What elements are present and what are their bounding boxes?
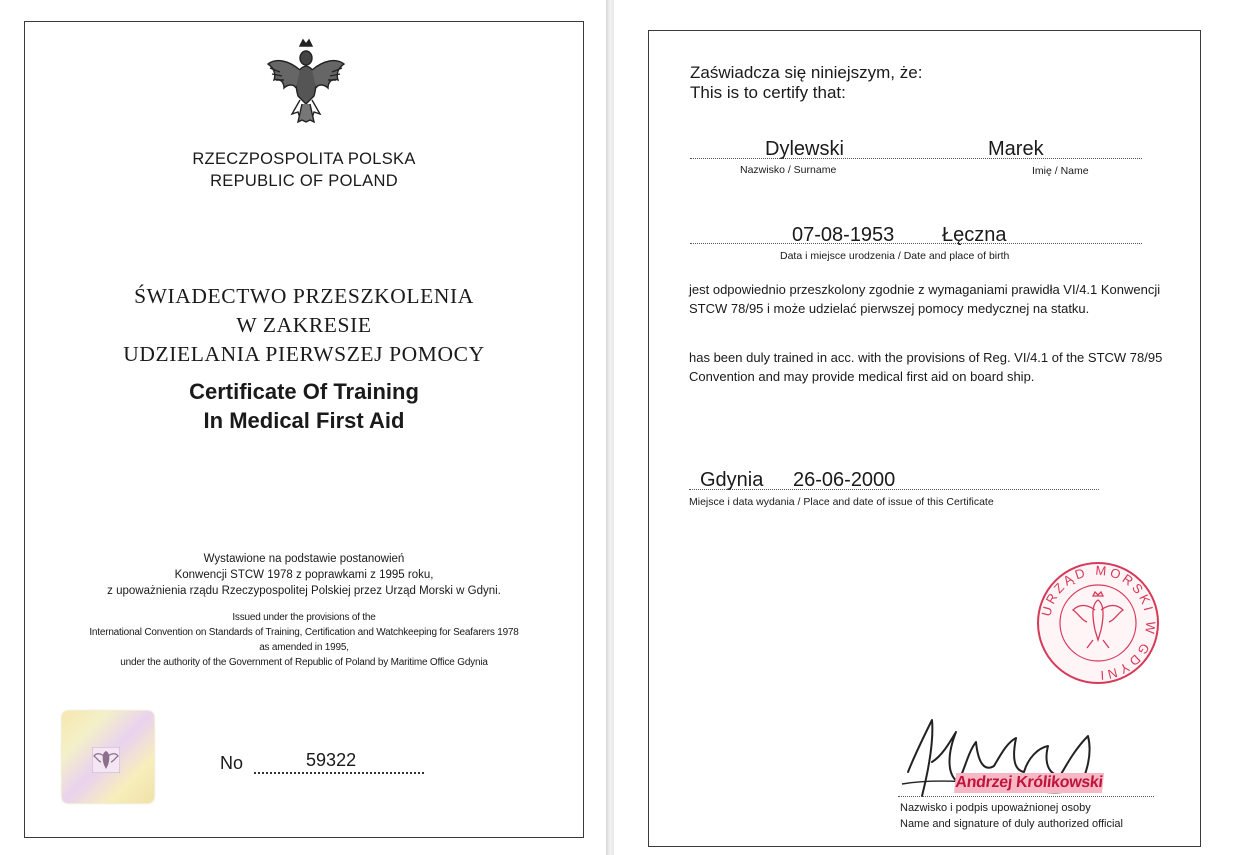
issued-en-line-1: Issued under the provisions of the bbox=[232, 612, 376, 623]
training-statement-en: has been duly trained in acc. with the provisions of Reg. VI/4.1 of the STCW 78/95 Convention and may provide medical first aid on board ship. bbox=[689, 350, 1163, 384]
republic-heading bbox=[0, 148, 608, 192]
issued-en-line-2: International Convention on Standards of Training, Certification and Watchkeeping for Seafarers 1978 bbox=[89, 627, 519, 638]
number-value: 59322 bbox=[306, 750, 357, 770]
left-page bbox=[0, 0, 608, 855]
issued-under-en bbox=[0, 610, 608, 670]
republic-name-en: REPUBLIC OF POLAND bbox=[210, 172, 398, 190]
birth-dotted-line bbox=[690, 243, 1142, 244]
title-en-line-1: Certificate Of Training bbox=[189, 379, 419, 404]
birth-place-value: Łęczna bbox=[942, 224, 1007, 246]
name-value: Marek bbox=[988, 138, 1044, 160]
title-en-line-2: In Medical First Aid bbox=[203, 408, 405, 433]
signature-caption bbox=[900, 800, 1123, 832]
certificate-number bbox=[220, 752, 424, 774]
stamp-text: URZĄD MORSKI W GDYNI bbox=[1038, 562, 1159, 684]
issued-pl-line-1: Wystawione na podstawie postanowień bbox=[203, 553, 405, 565]
certify-pl: Zaświadcza się niniejszym, że: bbox=[690, 63, 923, 82]
surname-value: Dylewski bbox=[765, 138, 844, 160]
certificate-title-pl bbox=[0, 282, 608, 369]
signature-dotted-line bbox=[898, 796, 1154, 797]
signature-caption-en: Name and signature of duly authorized official bbox=[900, 818, 1123, 830]
title-pl-line-3: UDZIELANIA PIERWSZEJ POMOCY bbox=[123, 342, 485, 366]
republic-name-pl: RZECZPOSPOLITA POLSKA bbox=[192, 150, 416, 168]
training-statement-pl: jest odpowiednio przeszkolony zgodnie z wymaganiami prawidła VI/4.1 Konwencji STCW 78/95 i może udzielać pierwszej pomocy medycznej na statku. bbox=[689, 282, 1161, 316]
title-pl-line-2: W ZAKRESIE bbox=[236, 313, 372, 337]
birth-caption: Data i miejsce urodzenia / Date and place of birth bbox=[780, 250, 1010, 262]
certify-heading bbox=[690, 63, 922, 103]
maritime-office-stamp bbox=[1035, 560, 1161, 686]
name-caption: Imię / Name bbox=[1032, 165, 1089, 177]
title-pl-line-1: ŚWIADECTWO PRZESZKOLENIA bbox=[134, 284, 474, 308]
issued-pl-line-2: Konwencji STCW 1978 z poprawkami z 1995 roku, bbox=[174, 569, 434, 581]
issued-en-line-4: under the authority of the Government of Republic of Poland by Maritime Office Gdynia bbox=[120, 657, 488, 668]
certify-en: This is to certify that: bbox=[690, 83, 846, 102]
hologram-eagle-icon bbox=[92, 747, 120, 773]
number-dotted-line bbox=[254, 752, 424, 774]
birth-date-value: 07-08-1953 bbox=[792, 224, 895, 246]
issued-en-line-3: as amended in 1995, bbox=[259, 642, 349, 653]
number-label: No bbox=[220, 753, 244, 773]
issue-place-value: Gdynia bbox=[700, 469, 764, 491]
issue-date-value: 26-06-2000 bbox=[793, 469, 896, 491]
issue-caption: Miejsce i data wydania / Place and date of issue of this Certificate bbox=[689, 496, 994, 508]
certificate-title-en bbox=[0, 377, 608, 435]
surname-caption: Nazwisko / Surname bbox=[740, 164, 837, 176]
signature-caption-pl: Nazwisko i podpis upoważnionej osoby bbox=[900, 802, 1091, 814]
issued-under-pl bbox=[0, 551, 608, 599]
issued-pl-line-3: z upoważnienia rządu Rzeczypospolitej Polskiej przez Urząd Morski w Gdyni. bbox=[107, 585, 501, 597]
hologram-sticker bbox=[62, 711, 154, 803]
signatory-name-stamp: Andrzej Królikowski bbox=[954, 774, 1104, 791]
name-dotted-line bbox=[690, 158, 1142, 159]
polish-eagle-emblem bbox=[266, 38, 346, 124]
